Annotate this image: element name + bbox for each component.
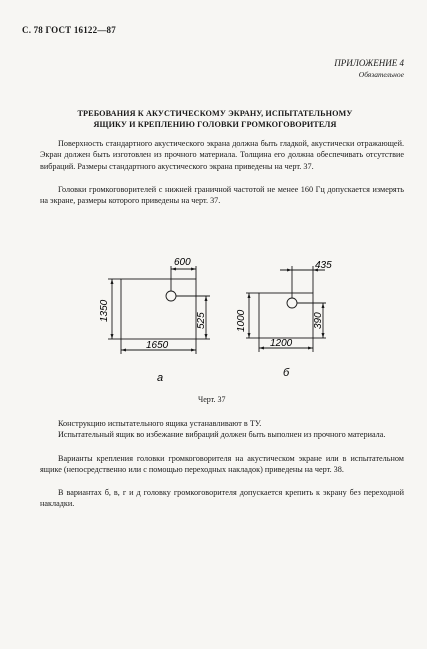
figure-caption: Черт. 37 xyxy=(198,395,226,404)
section-title-line-1: ТРЕБОВАНИЯ К АКУСТИЧЕСКОМУ ЭКРАНУ, ИСПЫТАТЕЛЬНОМУ xyxy=(77,109,353,118)
speaker-hole-a xyxy=(166,291,176,301)
dim-a-width: 1650 xyxy=(146,340,169,351)
figure-b-label: б xyxy=(283,367,290,379)
dim-b-offset-y: 390 xyxy=(313,312,324,329)
appendix-subtitle: Обязательное xyxy=(358,70,404,79)
paragraph-mounting-options: Варианты крепления головки громкоговорителя на акустическом экране или в испытательном ящике (непосредственно или с помощью переходных накладок) приведены на черт. 38. xyxy=(40,454,404,475)
speaker-hole-b xyxy=(287,298,297,308)
page-header: С. 78 ГОСТ 16122—87 xyxy=(22,25,116,35)
screen-a-outline xyxy=(121,279,196,339)
dim-a-offset-x: 600 xyxy=(174,257,191,268)
paragraph-box-construction: Конструкцию испытательного ящика устанавливают в ТУ. xyxy=(58,419,262,428)
appendix-title: ПРИЛОЖЕНИЕ 4 xyxy=(334,58,404,68)
dim-b-offset-x: 435 xyxy=(315,260,332,271)
dim-a-height: 1350 xyxy=(99,299,110,322)
dim-b-height: 1000 xyxy=(236,309,247,332)
dim-b-width: 1200 xyxy=(270,338,293,349)
section-title-line-2: ЯЩИКУ И КРЕПЛЕНИЮ ГОЛОВКИ ГРОМКОГОВОРИТЕЛЯ xyxy=(93,120,337,129)
screen-b-outline xyxy=(259,293,313,338)
figure-a-label: а xyxy=(157,372,164,384)
paragraph-box-material: Испытательный ящик во избежание вибраций должен быть выполнен из прочного материала. xyxy=(58,430,386,439)
paragraph-variants: В вариантах б, в, г и д головку громкоговорителя допускается крепить к экрану без переходной накладки. xyxy=(40,488,404,509)
paragraph-speaker-cutoff: Головки громкоговорителей с нижней граничной частотой не менее 160 Гц допускается измерять на экране, размеры которого приведены на черт. 37. xyxy=(40,185,404,206)
dim-a-offset-y: 525 xyxy=(196,312,207,329)
paragraph-screen-surface: Поверхность стандартного акустического экрана должна быть гладкой, акустически отражающей. Экран должен быть изготовлен из прочного материала. Толщина его должна обеспечивать отсутствие вибраций. Размеры стандартного акустического экрана приведены на черт. 37. xyxy=(40,139,404,171)
